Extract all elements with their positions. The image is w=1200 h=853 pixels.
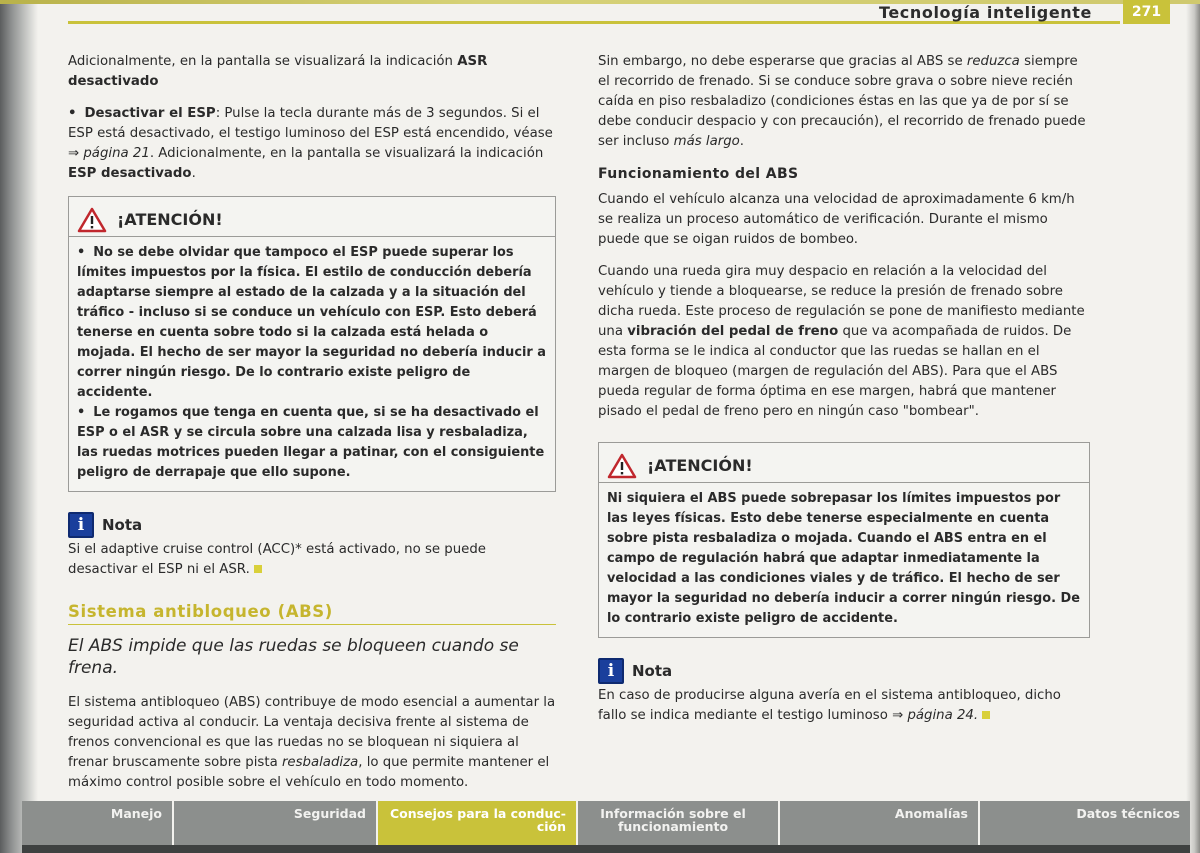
asr-paragraph: Adicionalmente, en la pantalla se visualizará la indicación ASR desactivado	[68, 54, 488, 89]
warning-item-1: • No se debe olvidar que tampoco el ESP puede superar los límites impuestos por la física. El estilo de conducción debería adaptarse siempre al estado de la calzada y a la situación del tráfico - incluso si se conduce un vehículo con ESP. Esto deberá tenerse en cuenta sobre todo si la calzada está helada o mojada. El hecho de ser mayor la seguridad no debería inducir a correr ningún riesgo. De lo contrario existe peligro de accidente.	[77, 243, 547, 403]
page-link[interactable]: ⇒ página 21	[68, 146, 150, 161]
tab-datos-tecnicos[interactable]: Datos técnicos	[1076, 806, 1180, 821]
footer-base-bar	[22, 845, 1190, 853]
note-text: En caso de producirse alguna avería en el sistema antibloqueo, dicho fallo se indica mediante el testigo luminoso ⇒ página 24.	[598, 688, 1061, 723]
page-edge-shadow	[1186, 0, 1200, 853]
left-column	[68, 52, 556, 805]
warning-title: ¡ATENCIÓN!	[117, 209, 223, 229]
warning-item-2: • Le rogamos que tenga en cuenta que, si se ha desactivado el ESP o el ASR y se circula sobre una calzada lisa y resbaladiza, las ruedas motrices pueden llegar a patinar, con el consiguiente peligro de derrapaje que ello supone.	[77, 403, 547, 483]
note-header	[598, 658, 1090, 684]
esp-bullet: • Desactivar el ESP: Pulse la tecla durante más de 3 segundos. Si el ESP está desactivado, el testigo luminoso del ESP está encendido, véase ⇒ página 21. Adicionalmente, en la pantalla se visualizará la indicación ESP desactivado.	[68, 104, 556, 184]
end-mark-icon	[254, 565, 262, 573]
tab-anomalias[interactable]: Anomalías	[780, 801, 980, 845]
tab-manejo[interactable]: Manejo	[22, 801, 174, 845]
page-number: 271	[1123, 0, 1170, 24]
warning-box-abs	[598, 442, 1090, 638]
section-heading-abs: Sistema antibloqueo (ABS)	[68, 602, 556, 625]
page-link[interactable]: ⇒ página 24.	[892, 708, 979, 723]
warning-header	[599, 449, 1089, 483]
end-mark-icon	[982, 711, 990, 719]
subheading-abs-function: Funcionamiento del ABS	[598, 166, 799, 182]
lead-sentence: El ABS impide que las ruedas se bloqueen cuando se frena.	[68, 636, 519, 678]
note-title: Nota	[632, 662, 673, 680]
tab-informacion-funcionamiento[interactable]: Información sobre el funcionamiento	[578, 801, 780, 845]
note-block-acc	[68, 512, 556, 580]
info-icon: i	[68, 512, 94, 538]
abs-braking-paragraph: Sin embargo, no debe esperarse que gracias al ABS se reduzca siempre el recorrido de frenado. Si se conduce sobre grava o sobre nieve recién caída en piso resbaladizo (condiciones éstas en las que ya de por sí se debe conducir despacio y con precaución), el recorrido de frenado puede ser incluso más largo.	[598, 54, 1086, 149]
warning-header	[69, 203, 555, 237]
warning-title: ¡ATENCIÓN!	[647, 455, 753, 475]
tab-seguridad[interactable]: Seguridad	[174, 801, 378, 845]
warning-triangle-icon	[607, 453, 637, 479]
warning-body: Ni siquiera el ABS puede sobrepasar los límites impuestos por las leyes físicas. Esto debe tenerse especialmente en cuenta sobre pista resbaladiza o mojada. Cuando el ABS entra en el campo de regulación habrá que adaptar inmediatamente la velocidad a las condiciones viales y de tráfico. El hecho de ser mayor la seguridad no debería inducir a correr ningún riesgo. De lo contrario existe peligro de accidente.	[607, 491, 1080, 626]
abs-intro-paragraph: El sistema antibloqueo (ABS) contribuye de modo esencial a aumentar la seguridad activa al conducir. La ventaja decisiva frente al sistema de frenos convencional es que las ruedas no se bloquean ni siquiera al frenar bruscamente sobre pista resbaladiza, lo que permite mantener el máximo control posible sobre el vehículo en todo momento.	[68, 695, 556, 790]
book-spine-shadow	[0, 0, 38, 853]
note-block-abs	[598, 658, 1090, 726]
chapter-nav	[22, 801, 1190, 845]
tab-consejos-conduccion[interactable]: Consejos para la conduc- ción	[378, 801, 578, 845]
note-title: Nota	[102, 516, 143, 534]
warning-triangle-icon	[77, 207, 107, 233]
abs-check-paragraph: Cuando el vehículo alcanza una velocidad de aproximadamente 6 km/h se realiza un proceso automático de verificación. Durante el mismo puede que se oigan ruidos de bombeo.	[598, 192, 1075, 247]
abs-regulation-paragraph: Cuando una rueda gira muy despacio en relación a la velocidad del vehículo y tiende a bloquearse, se reduce la presión de frenado sobre dicha rueda. Este proceso de regulación se pone de manifiesto mediante una vibración del pedal de freno que va acompañada de ruidos. De esta forma se le indica al conductor que las ruedas se hallan en el margen de bloqueo (margen de regulación del ABS). Para que el ABS pueda regular de forma óptima en ese margen, habrá que mantener pisado el pedal de freno pero en ningún caso "bombear".	[598, 264, 1085, 419]
warning-box-esp	[68, 196, 556, 492]
note-header	[68, 512, 556, 538]
bullet-label: • Desactivar el ESP	[68, 106, 216, 121]
section-title: Tecnología inteligente	[878, 3, 1092, 22]
info-icon: i	[598, 658, 624, 684]
note-text: Si el adaptive cruise control (ACC)* está activado, no se puede desactivar el ESP ni el ASR.	[68, 542, 486, 577]
right-column	[598, 52, 1090, 726]
warning-body	[77, 243, 547, 483]
